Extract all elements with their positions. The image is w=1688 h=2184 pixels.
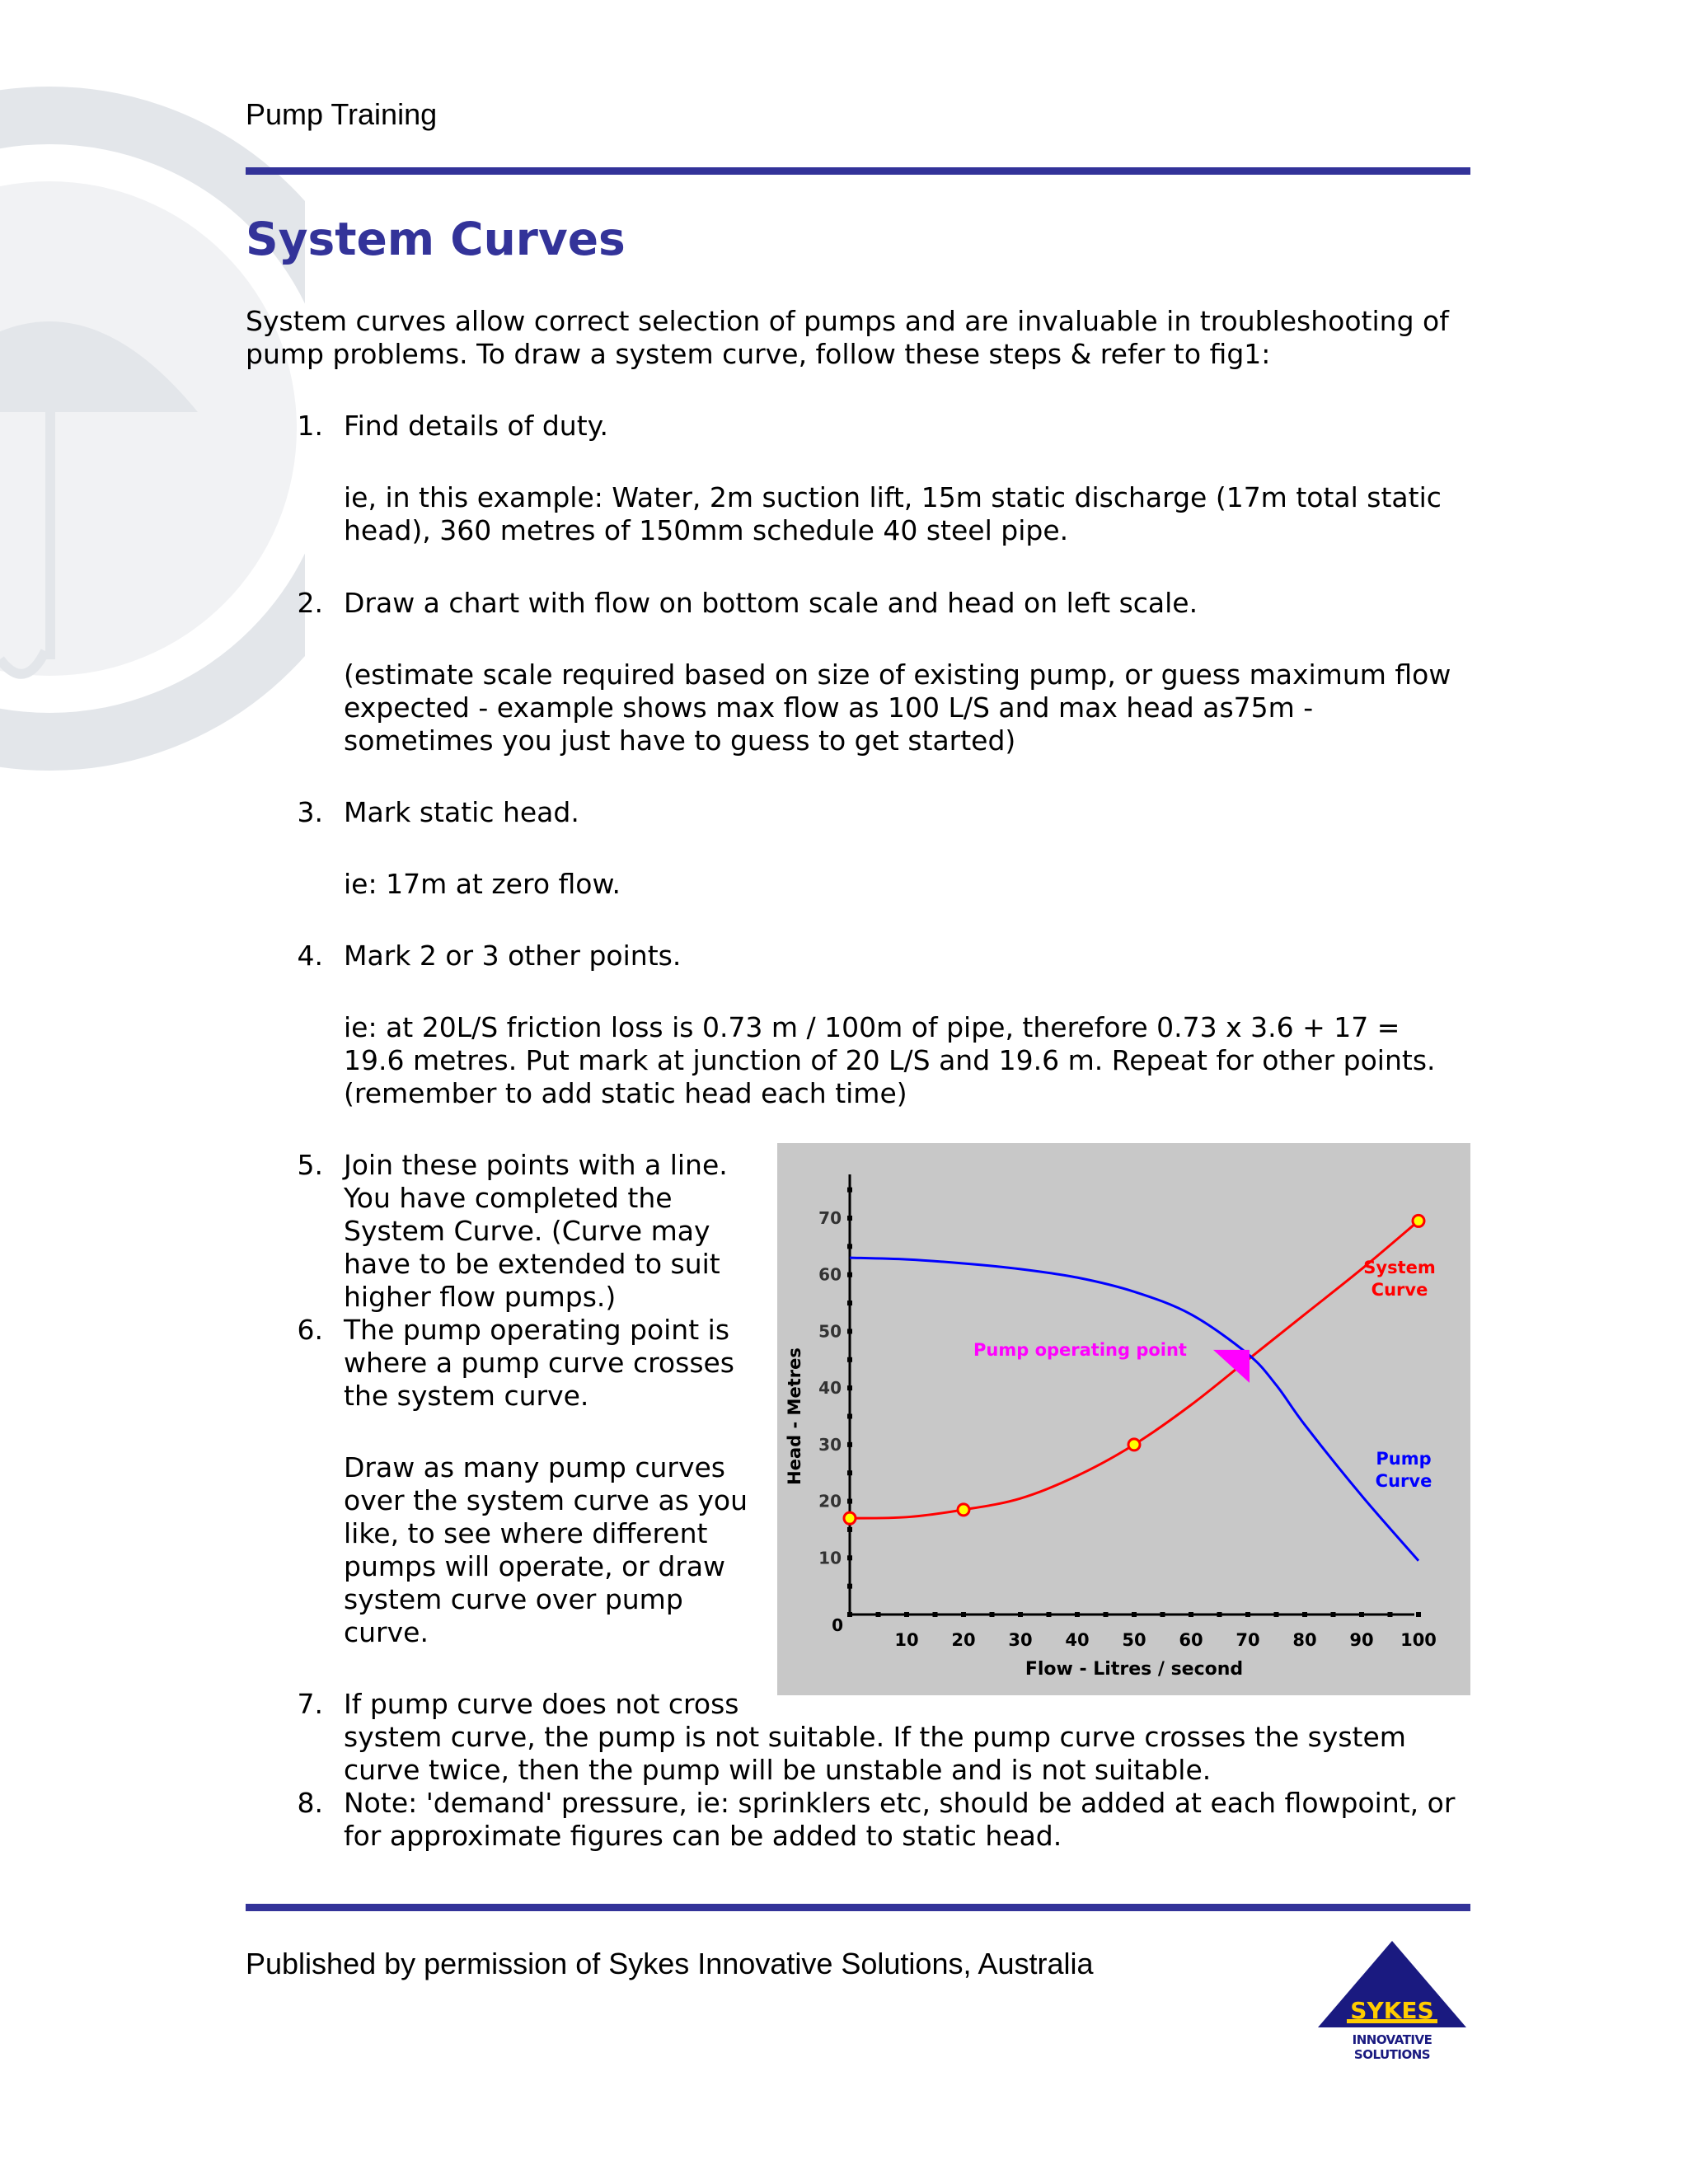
step-number: 7. xyxy=(297,1688,323,1720)
system-curve-label: System xyxy=(1363,1258,1436,1277)
x-minor-tick xyxy=(1104,1612,1109,1617)
step-text: System Curve. (Curve may xyxy=(344,1215,710,1247)
step-detail: curve. xyxy=(344,1616,429,1648)
step-detail: (estimate scale required based on size of existing pump, or guess maximum flow xyxy=(344,658,1451,691)
x-minor-tick xyxy=(990,1612,995,1617)
x-minor-tick xyxy=(933,1612,938,1617)
step-detail: head), 360 metres of 150mm schedule 40 steel pipe. xyxy=(344,514,1069,546)
y-tick-label: 10 xyxy=(818,1548,842,1568)
x-minor-tick xyxy=(1047,1612,1052,1617)
x-minor-tick xyxy=(1018,1612,1023,1617)
step-number: 4. xyxy=(297,940,323,972)
step-detail: system curve over pump xyxy=(344,1583,683,1615)
intro-line: System curves allow correct selection of pumps and are invaluable in troubleshooting of xyxy=(246,305,1449,337)
x-minor-tick xyxy=(1075,1612,1080,1617)
step-text: The pump operating point is xyxy=(344,1314,730,1346)
step-text: Mark static head. xyxy=(344,796,579,828)
step-text: have to be extended to suit xyxy=(344,1248,720,1280)
step-number: 1. xyxy=(297,410,323,442)
logo-word: SYKES xyxy=(1350,1997,1434,2024)
y-tick-label: 40 xyxy=(818,1378,842,1399)
x-tick-label: 30 xyxy=(1008,1630,1033,1650)
step-detail: ie: 17m at zero flow. xyxy=(344,868,621,900)
step-number: 6. xyxy=(297,1314,323,1346)
x-minor-tick xyxy=(1245,1612,1250,1617)
x-minor-tick xyxy=(1302,1612,1307,1617)
pump-curve-label: Curve xyxy=(1375,1471,1432,1491)
y-minor-tick xyxy=(847,1301,852,1305)
step-text: Join these points with a line. xyxy=(344,1149,728,1181)
operating-point-label: Pump operating point xyxy=(973,1340,1187,1360)
system-curve-chart xyxy=(777,1143,1470,1695)
sykes-logo xyxy=(1314,1937,1470,2062)
y-minor-tick xyxy=(847,1272,852,1277)
x-minor-tick xyxy=(1388,1612,1393,1617)
step-text: If pump curve does not cross xyxy=(344,1688,739,1720)
y-minor-tick xyxy=(847,1442,852,1447)
step-detail: ie: at 20L/S friction loss is 0.73 m / 100m of pipe, therefore 0.73 x 3.6 + 17 = xyxy=(344,1011,1400,1043)
header-label: Pump Training xyxy=(246,97,438,131)
step-detail: 19.6 metres. Put mark at junction of 20 L/S and 19.6 m. Repeat for other points. xyxy=(344,1044,1436,1076)
system-curve-label: Curve xyxy=(1371,1280,1428,1300)
x-minor-tick xyxy=(904,1612,909,1617)
step-text: Mark 2 or 3 other points. xyxy=(344,940,682,972)
step-text: curve twice, then the pump will be unstable and is not suitable. xyxy=(344,1754,1212,1786)
step-detail: ie, in this example: Water, 2m suction lift, 15m static discharge (17m total static xyxy=(344,481,1442,513)
x-minor-tick xyxy=(1416,1612,1421,1617)
step-text: system curve, the pump is not suitable. If the pump curve crosses the system xyxy=(344,1721,1406,1753)
y-minor-tick xyxy=(847,1385,852,1390)
y-tick-label: 60 xyxy=(818,1264,842,1285)
y-tick-label: 30 xyxy=(818,1434,842,1455)
y-axis-label: Head - Metres xyxy=(785,1347,804,1485)
x-minor-tick xyxy=(1331,1612,1336,1617)
y-minor-tick xyxy=(847,1584,852,1589)
x-minor-tick xyxy=(1132,1612,1137,1617)
x-tick-label: 80 xyxy=(1292,1630,1317,1650)
x-tick-label: 20 xyxy=(951,1630,976,1650)
y-minor-tick xyxy=(847,1499,852,1504)
y-minor-tick xyxy=(847,1244,852,1249)
x-minor-tick xyxy=(961,1612,966,1617)
y-minor-tick xyxy=(847,1555,852,1560)
step-detail: sometimes you just have to guess to get started) xyxy=(344,724,1016,757)
step-detail: over the system curve as you xyxy=(344,1484,748,1516)
step-text: the system curve. xyxy=(344,1380,589,1412)
system-curve-point xyxy=(1413,1215,1424,1226)
step-number: 5. xyxy=(297,1149,323,1181)
x-tick-label: 100 xyxy=(1400,1630,1437,1650)
x-minor-tick xyxy=(1359,1612,1364,1617)
x-axis-label: Flow - Litres / second xyxy=(1025,1659,1244,1680)
y-tick-label: 0 xyxy=(832,1615,843,1635)
x-tick-label: 50 xyxy=(1122,1630,1146,1650)
y-minor-tick xyxy=(847,1527,852,1532)
y-tick-label: 50 xyxy=(818,1321,842,1342)
page-title: System Curves xyxy=(246,213,626,265)
x-minor-tick xyxy=(1160,1612,1165,1617)
step-detail: like, to see where different xyxy=(344,1517,708,1549)
step-text: Note: 'demand' pressure, ie: sprinklers etc, should be added at each flowpoint, or xyxy=(344,1787,1456,1819)
x-minor-tick xyxy=(1274,1612,1279,1617)
y-minor-tick xyxy=(847,1612,852,1617)
x-tick-label: 10 xyxy=(894,1630,919,1650)
step-number: 8. xyxy=(297,1787,323,1819)
system-curve-point xyxy=(844,1512,856,1524)
step-text: for approximate figures can be added to static head. xyxy=(344,1820,1062,1852)
system-curve-point xyxy=(1128,1439,1140,1451)
x-tick-label: 70 xyxy=(1236,1630,1260,1650)
y-minor-tick xyxy=(847,1414,852,1419)
y-minor-tick xyxy=(847,1216,852,1221)
intro-line: pump problems. To draw a system curve, follow these steps & refer to fig1: xyxy=(246,338,1271,370)
y-minor-tick xyxy=(847,1329,852,1333)
step-number: 2. xyxy=(297,587,323,619)
step-text: where a pump curve crosses xyxy=(344,1347,735,1379)
x-minor-tick xyxy=(1189,1612,1193,1617)
x-tick-label: 90 xyxy=(1349,1630,1374,1650)
step-number: 3. xyxy=(297,796,323,828)
step-detail: (remember to add static head each time) xyxy=(344,1077,907,1109)
y-minor-tick xyxy=(847,1470,852,1475)
y-minor-tick xyxy=(847,1188,852,1193)
y-tick-label: 70 xyxy=(818,1208,842,1228)
step-text: You have completed the xyxy=(344,1182,673,1214)
logo-subtitle: INNOVATIVE SOLUTIONS xyxy=(1352,2032,1432,2062)
step-text: Draw a chart with flow on bottom scale and head on left scale. xyxy=(344,587,1198,619)
x-tick-label: 60 xyxy=(1179,1630,1203,1650)
x-minor-tick xyxy=(876,1612,881,1617)
x-minor-tick xyxy=(1217,1612,1222,1617)
y-minor-tick xyxy=(847,1357,852,1362)
system-curve-point xyxy=(958,1504,969,1516)
step-detail: Draw as many pump curves xyxy=(344,1451,725,1483)
step-detail: pumps will operate, or draw xyxy=(344,1550,726,1582)
header-rule xyxy=(246,167,1470,175)
step-text: higher flow pumps.) xyxy=(344,1281,617,1313)
footer-text: Published by permission of Sykes Innovative Solutions, Australia xyxy=(246,1947,1094,1980)
pump-curve-label: Pump xyxy=(1376,1449,1432,1469)
chart-background xyxy=(777,1143,1470,1695)
x-tick-label: 40 xyxy=(1065,1630,1090,1650)
y-tick-label: 20 xyxy=(818,1491,842,1511)
step-detail: expected - example shows max flow as 100 L/S and max head as75m - xyxy=(344,691,1314,724)
footer-rule xyxy=(246,1904,1470,1911)
step-text: Find details of duty. xyxy=(344,410,608,442)
